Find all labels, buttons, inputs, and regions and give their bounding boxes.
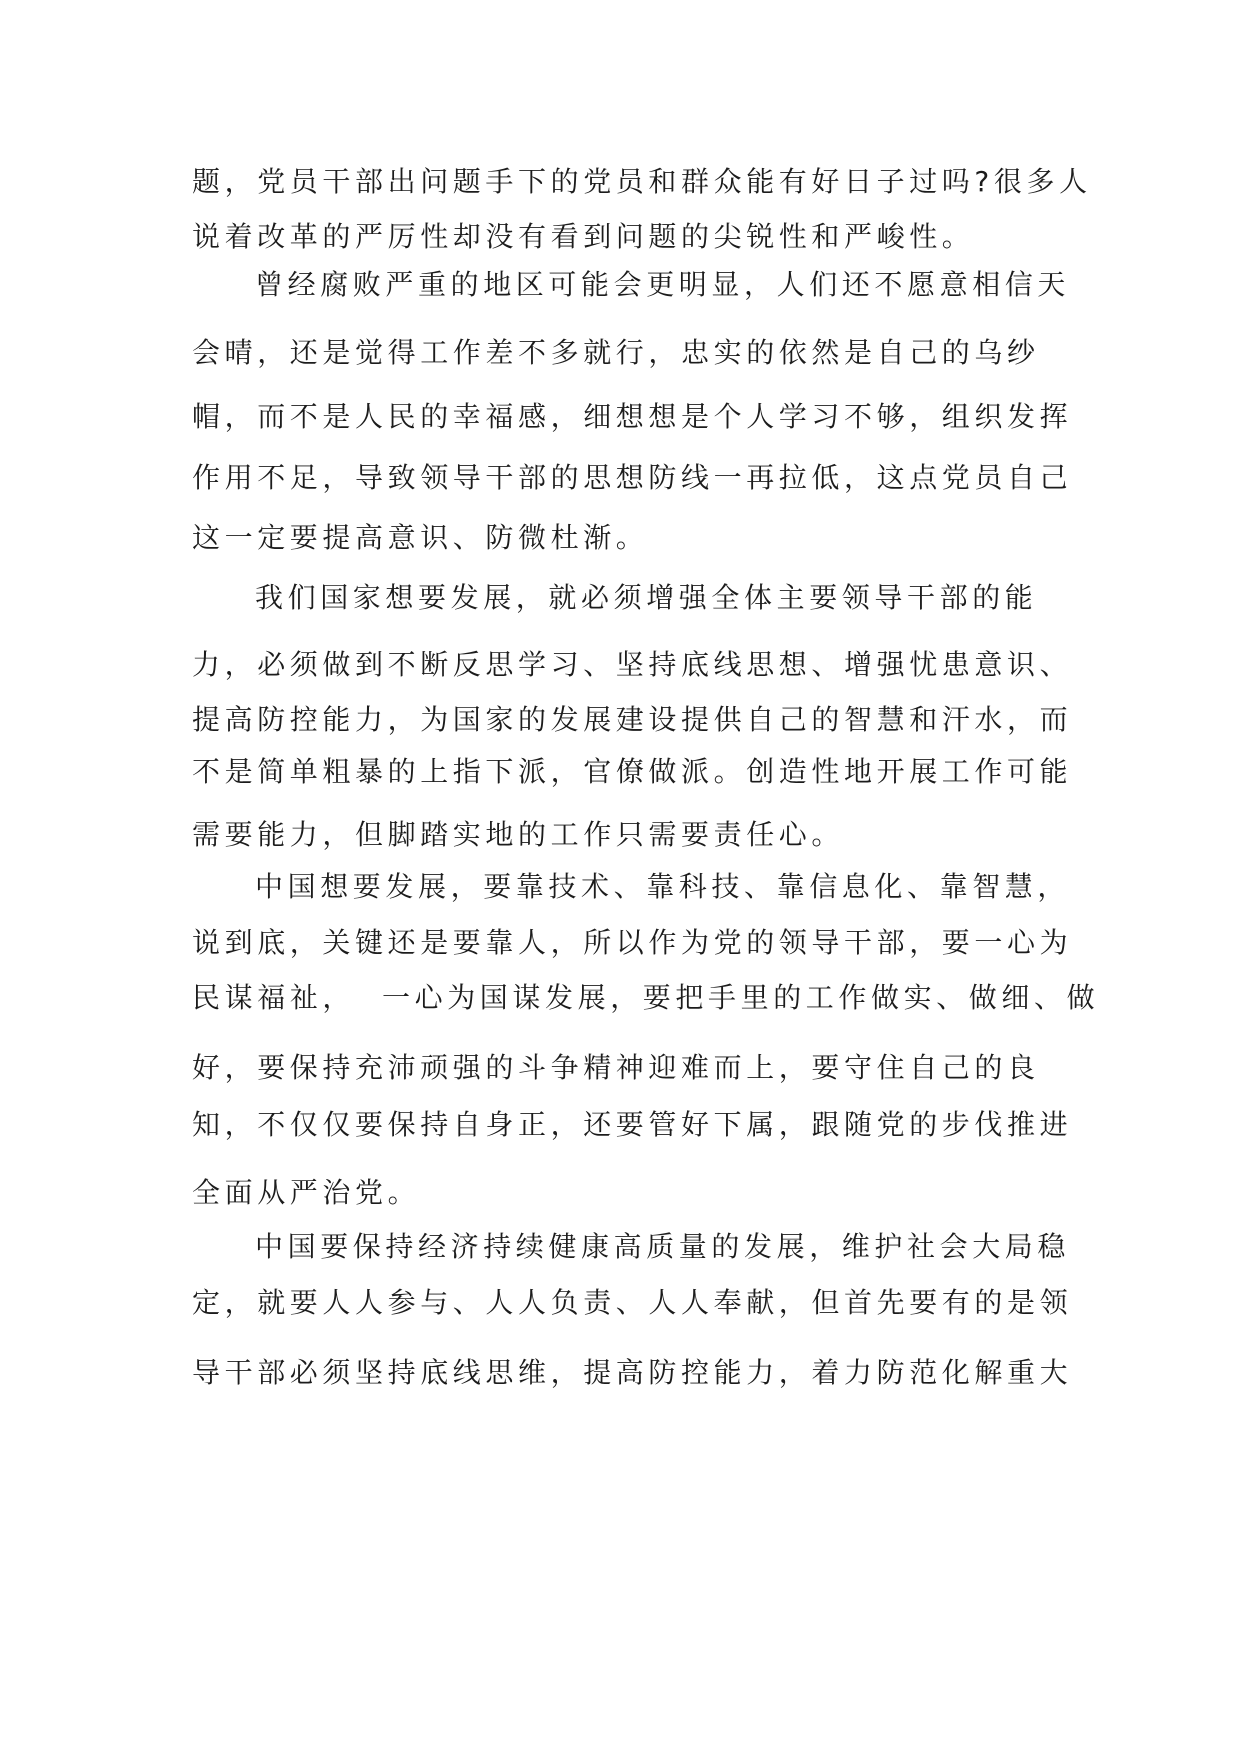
text-line-16: 好，要保持充沛顽强的斗争精神迎难而上，要守住自己的良 [192,1051,1040,1084]
text-line-19: 中国要保持经济持续健康高质量的发展，维护社会大局稳 [255,1230,1071,1263]
text-line-20: 定，就要人人参与、人人负责、人人奉献，但首先要有的是领 [192,1286,1073,1319]
text-line-14: 说到底，关键还是要靠人，所以作为党的领导干部，要一心为 [192,926,1073,959]
text-line-1: 题，党员干部出问题手下的党员和群众能有好日子过吗?很多人 [192,165,1092,198]
text-line-17: 知，不仅仅要保持自身正，还要管好下属，跟随党的步伐推进 [192,1108,1073,1141]
text-line-13: 中国想要发展，要靠技术、靠科技、靠信息化、靠智慧， [255,870,1071,903]
text-line-12: 需要能力，但脚踏实地的工作只需要责任心。 [192,818,845,851]
text-line-21: 导干部必须坚持底线思维，提高防控能力，着力防范化解重大 [192,1356,1073,1389]
text-line-8: 我们国家想要发展，就必须增强全体主要领导干部的能 [255,581,1038,614]
text-line-9: 力，必须做到不断反思学习、坚持底线思想、增强忧患意识、 [192,648,1073,681]
text-line-4: 会晴，还是觉得工作差不多就行，忠实的依然是自己的乌纱 [192,336,1040,369]
text-line-6: 作用不足，导致领导干部的思想防线一再拉低，这点党员自己 [192,461,1073,494]
text-line-5: 帽，而不是人民的幸福感，细想想是个人学习不够，组织发挥 [192,400,1073,433]
text-line-3: 曾经腐败严重的地区可能会更明显，人们还不愿意相信天 [255,268,1071,301]
text-line-11: 不是简单粗暴的上指下派，官僚做派。创造性地开展工作可能 [192,755,1073,788]
text-line-10: 提高防控能力，为国家的发展建设提供自己的智慧和汗水，而 [192,703,1073,736]
text-line-18: 全面从严治党。 [192,1176,421,1209]
text-line-7: 这一定要提高意识、防微杜渐。 [192,521,649,554]
text-line-2: 说着改革的严厉性却没有看到问题的尖锐性和严峻性。 [192,220,975,253]
text-line-15: 民谋福祉， 一心为国谋发展，要把手里的工作做实、做细、做 [192,981,1100,1014]
